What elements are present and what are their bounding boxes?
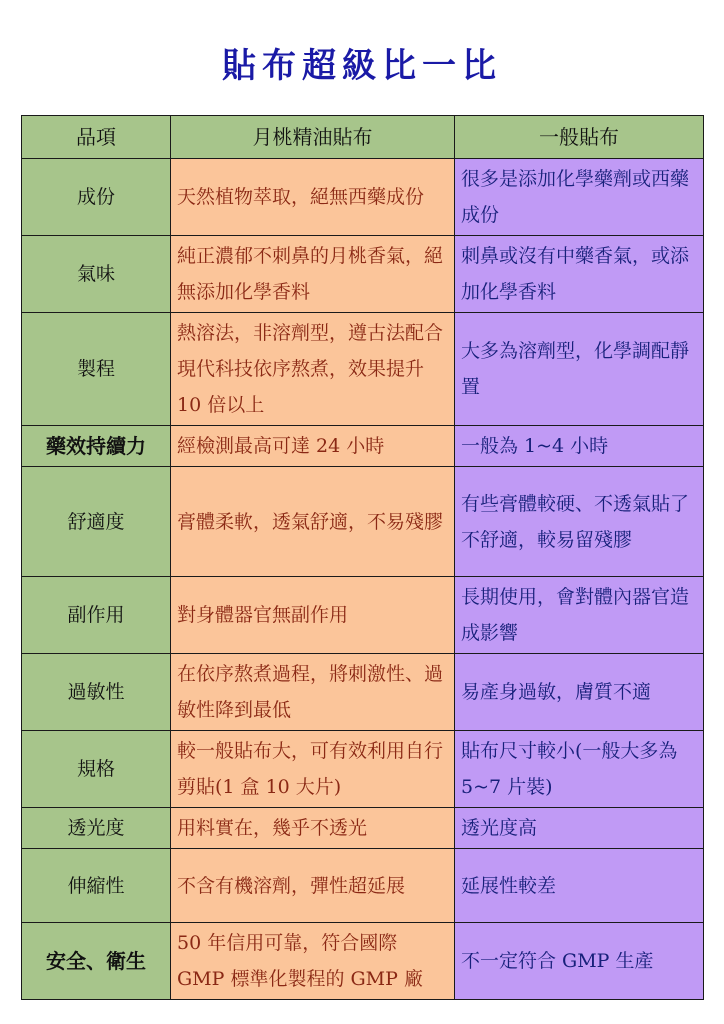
table-row <box>22 236 704 313</box>
moon-cell: 對身體器官無副作用 <box>171 577 455 654</box>
table-row <box>22 731 704 808</box>
general-cell: 大多為溶劑型，化學調配靜置 <box>455 313 704 426</box>
general-cell: 很多是添加化學藥劑或西藥成份 <box>455 159 704 236</box>
general-cell: 透光度高 <box>455 808 704 849</box>
row-item: 舒適度 <box>22 467 171 577</box>
row-item: 規格 <box>22 731 171 808</box>
table-row <box>22 467 704 577</box>
general-cell: 長期使用，會對體內器官造成影響 <box>455 577 704 654</box>
moon-cell: 不含有機溶劑，彈性超延展 <box>171 849 455 923</box>
row-item: 伸縮性 <box>22 849 171 923</box>
table-row <box>22 849 704 923</box>
moon-cell: 膏體柔軟，透氣舒適，不易殘膠 <box>171 467 455 577</box>
general-cell: 貼布尺寸較小(一般大多為 5~7 片裝) <box>455 731 704 808</box>
row-item: 透光度 <box>22 808 171 849</box>
moon-cell: 50 年信用可靠，符合國際 GMP 標準化製程的 GMP 廠 <box>171 923 455 1000</box>
row-item: 副作用 <box>22 577 171 654</box>
general-cell: 一般為 1~4 小時 <box>455 426 704 467</box>
row-item: 藥效持續力 <box>22 426 171 467</box>
row-item: 過敏性 <box>22 654 171 731</box>
header-moon-patch: 月桃精油貼布 <box>171 116 455 159</box>
moon-cell: 用料實在，幾乎不透光 <box>171 808 455 849</box>
moon-cell: 在依序熬煮過程，將刺激性、過敏性降到最低 <box>171 654 455 731</box>
table-row <box>22 159 704 236</box>
row-item: 氣味 <box>22 236 171 313</box>
table-row <box>22 923 704 1000</box>
header-general-patch: 一般貼布 <box>455 116 704 159</box>
table-row <box>22 426 704 467</box>
comparison-table <box>21 115 704 1000</box>
moon-cell: 經檢測最高可達 24 小時 <box>171 426 455 467</box>
row-item: 製程 <box>22 313 171 426</box>
table-row <box>22 808 704 849</box>
page-title: 貼布超級比一比 <box>222 46 502 86</box>
table-row <box>22 654 704 731</box>
moon-cell: 熱溶法，非溶劑型，遵古法配合現代科技依序熬煮，效果提升 10 倍以上 <box>171 313 455 426</box>
moon-cell: 天然植物萃取，絕無西藥成份 <box>171 159 455 236</box>
moon-cell: 純正濃郁不刺鼻的月桃香氣，絕無添加化學香料 <box>171 236 455 313</box>
general-cell: 有些膏體較硬、不透氣貼了不舒適，較易留殘膠 <box>455 467 704 577</box>
moon-cell: 較一般貼布大，可有效利用自行剪貼(1 盒 10 大片) <box>171 731 455 808</box>
header-row <box>22 116 704 159</box>
table-row <box>22 577 704 654</box>
general-cell: 延展性較差 <box>455 849 704 923</box>
general-cell: 刺鼻或沒有中藥香氣，或添加化學香料 <box>455 236 704 313</box>
row-item: 安全、衛生 <box>22 923 171 1000</box>
row-item: 成份 <box>22 159 171 236</box>
table-row <box>22 313 704 426</box>
header-item: 品項 <box>22 116 171 159</box>
general-cell: 易產身過敏，膚質不適 <box>455 654 704 731</box>
general-cell: 不一定符合 GMP 生產 <box>455 923 704 1000</box>
